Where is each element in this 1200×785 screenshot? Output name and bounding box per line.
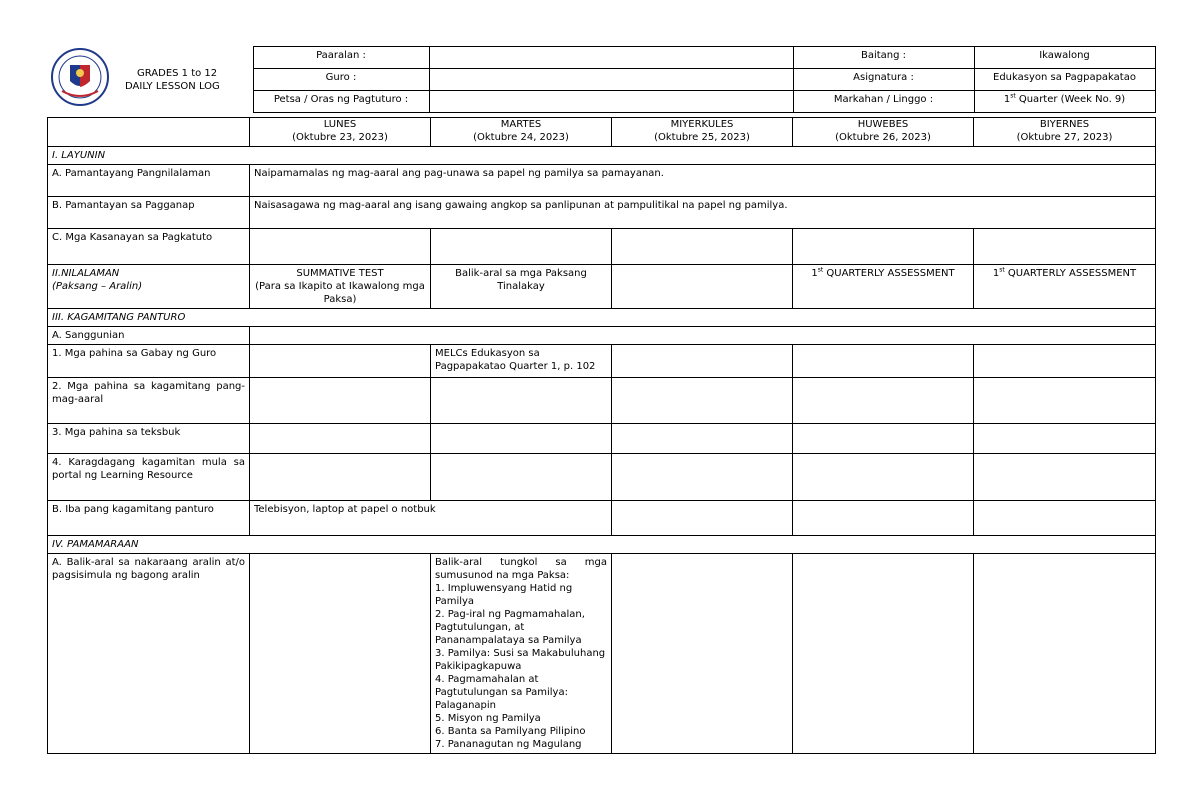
day-header-tuesday <box>431 118 612 147</box>
day-name: MARTES <box>500 119 542 130</box>
quarter-number: 1 <box>1003 94 1011 105</box>
balik-list <box>435 556 607 751</box>
balik-tuesday[interactable] <box>431 554 612 754</box>
competencies-wednesday[interactable] <box>612 229 793 265</box>
karagdagang-friday[interactable] <box>974 454 1156 501</box>
balik-thursday[interactable] <box>793 554 974 754</box>
assessment-text: QUARTERLY ASSESSMENT <box>823 268 955 279</box>
day-name: MIYERKULES <box>670 119 734 130</box>
day-header-friday <box>974 118 1156 147</box>
section-kagamitan: III. KAGAMITANG PANTURO <box>48 309 1156 327</box>
assessment-sup: st <box>999 266 1005 274</box>
karagdagang-wednesday[interactable] <box>612 454 793 501</box>
performance-standard-value[interactable]: Naisasagawa ng mag-aaral ang isang gawaing angkop sa panlipunan at pampulitikal na papel ng pamilya. <box>250 197 1156 229</box>
subject-field[interactable]: Edukasyon sa Pagpapakatao <box>974 69 1155 91</box>
day-name: BIYERNES <box>1039 119 1090 130</box>
teacher-label: Guro : <box>253 69 429 91</box>
nilalaman-wednesday[interactable] <box>612 265 793 309</box>
list-item: 6. Banta sa Pamilyang Pilipino <box>435 726 586 737</box>
nilalaman-title: II.NILALAMAN <box>52 268 120 279</box>
deped-seal-icon <box>50 47 110 107</box>
kagamitang-friday[interactable] <box>974 378 1156 424</box>
day-name: LUNES <box>323 119 357 130</box>
karagdagang-thursday[interactable] <box>793 454 974 501</box>
gabay-tuesday[interactable]: MELCs Edukasyon sa Pagpapakatao Quarter 1, p. 102 <box>431 345 612 378</box>
kagamitang-label: 2. Mga pahina sa kagamitang pang-mag-aaral <box>48 378 250 424</box>
teksbuk-thursday[interactable] <box>793 424 974 454</box>
competencies-label: C. Mga Kasanayan sa Pagkatuto <box>48 229 250 265</box>
iba-value[interactable]: Telebisyon, laptop at papel o notbuk <box>250 501 612 536</box>
kagamitang-wednesday[interactable] <box>612 378 793 424</box>
logo-cell <box>47 47 113 113</box>
grade-label: Baitang : <box>793 47 974 69</box>
gabay-friday[interactable] <box>974 345 1156 378</box>
content-standard-label: A. Pamantayang Pangnilalaman <box>48 165 250 197</box>
karagdagang-tuesday[interactable] <box>431 454 612 501</box>
document-title <box>113 47 253 113</box>
date-label: Petsa / Oras ng Pagtuturo : <box>253 91 429 113</box>
competencies-monday[interactable] <box>250 229 431 265</box>
iba-wednesday[interactable] <box>612 501 793 536</box>
day-header-thursday <box>793 118 974 147</box>
karagdagang-monday[interactable] <box>250 454 431 501</box>
competencies-tuesday[interactable] <box>431 229 612 265</box>
assessment-num: 1 <box>811 268 818 279</box>
iba-friday[interactable] <box>974 501 1156 536</box>
teksbuk-monday[interactable] <box>250 424 431 454</box>
summative-test: SUMMATIVE TEST <box>296 268 384 279</box>
nilalaman-tuesday[interactable]: Balik-aral sa mga Paksang Tinalakay <box>431 265 612 309</box>
lesson-log-table <box>47 117 1156 754</box>
assessment-num: 1 <box>992 268 1000 279</box>
list-item: 4. Pagmamahalan at Pagtutulungan sa Pamilya: Palaganapin <box>435 674 568 711</box>
quarter-suffix: st <box>1010 92 1016 100</box>
karagdagang-label: 4. Karagdagang kagamitan mula sa portal ng Learning Resource <box>48 454 250 501</box>
balik-friday[interactable] <box>974 554 1156 754</box>
day-date: (Oktubre 26, 2023) <box>835 132 931 143</box>
teacher-field[interactable] <box>429 69 793 91</box>
sanggunian-value[interactable] <box>250 327 1156 345</box>
section-pamamaraan: IV. PAMAMARAAN <box>48 536 1156 554</box>
content-standard-value[interactable]: Naipamamalas ng mag-aaral ang pag-unawa sa papel ng pamilya sa pamayanan. <box>250 165 1156 197</box>
nilalaman-subtitle: (Paksang – Aralin) <box>52 281 143 292</box>
balik-monday[interactable] <box>250 554 431 754</box>
summative-note: (Para sa Ikapito at Ikawalong mga Paksa) <box>255 281 425 305</box>
list-item: 7. Pananagutan ng Magulang <box>435 739 582 750</box>
title-dll: DAILY LESSON LOG <box>125 80 220 92</box>
kagamitang-thursday[interactable] <box>793 378 974 424</box>
teksbuk-tuesday[interactable] <box>431 424 612 454</box>
sanggunian-label: A. Sanggunian <box>48 327 250 345</box>
kagamitang-monday[interactable] <box>250 378 431 424</box>
day-date: (Oktubre 27, 2023) <box>1016 132 1113 143</box>
title-grades: GRADES 1 to 12 <box>137 67 218 79</box>
school-field[interactable] <box>429 47 793 69</box>
section-layunin: I. LAYUNIN <box>48 147 1156 165</box>
list-item: 3. Pamilya: Susi sa Makabuluhang Pakikipagkapuwa <box>435 648 606 672</box>
balik-intro: Balik-aral tungkol sa mga sumusunod na mga Paksa: <box>435 557 607 581</box>
kagamitang-tuesday[interactable] <box>431 378 612 424</box>
grade-field[interactable]: Ikawalong <box>974 47 1155 69</box>
day-header-monday <box>250 118 431 147</box>
corner-cell <box>48 118 250 147</box>
iba-thursday[interactable] <box>793 501 974 536</box>
teksbuk-friday[interactable] <box>974 424 1156 454</box>
competencies-thursday[interactable] <box>793 229 974 265</box>
gabay-thursday[interactable] <box>793 345 974 378</box>
balik-wednesday[interactable] <box>612 554 793 754</box>
nilalaman-monday[interactable] <box>250 265 431 309</box>
list-item: 1. Impluwensyang Hatid ng Pamilya <box>435 583 573 607</box>
nilalaman-friday[interactable] <box>974 265 1156 309</box>
nilalaman-thursday[interactable] <box>793 265 974 309</box>
competencies-friday[interactable] <box>974 229 1156 265</box>
day-header-wednesday <box>612 118 793 147</box>
gabay-label: 1. Mga pahina sa Gabay ng Guro <box>48 345 250 378</box>
day-date: (Oktubre 23, 2023) <box>292 132 388 143</box>
teksbuk-label: 3. Mga pahina sa teksbuk <box>48 424 250 454</box>
gabay-wednesday[interactable] <box>612 345 793 378</box>
header-table <box>47 46 1156 113</box>
nilalaman-label <box>48 265 250 309</box>
performance-standard-label: B. Pamantayan sa Pagganap <box>48 197 250 229</box>
teksbuk-wednesday[interactable] <box>612 424 793 454</box>
quarter-field[interactable] <box>974 91 1155 113</box>
day-date: (Oktubre 24, 2023) <box>473 132 569 143</box>
balik-label: A. Balik-aral sa nakaraang aralin at/o pagsisimula ng bagong aralin <box>48 554 250 754</box>
subject-label: Asignatura : <box>793 69 974 91</box>
list-item: 2. Pag-iral ng Pagmamahalan, Pagtutulungan, at Pananampalataya sa Pamilya <box>435 609 585 646</box>
assessment-text: QUARTERLY ASSESSMENT <box>1004 268 1137 279</box>
day-name: HUWEBES <box>857 119 909 130</box>
day-date: (Oktubre 25, 2023) <box>654 132 750 143</box>
gabay-monday[interactable] <box>250 345 431 378</box>
date-field[interactable] <box>429 91 793 113</box>
school-label: Paaralan : <box>253 47 429 69</box>
quarter-label: Markahan / Linggo : <box>793 91 974 113</box>
list-item: 5. Misyon ng Pamilya <box>435 713 541 724</box>
assessment-sup: st <box>817 266 824 274</box>
iba-label: B. Iba pang kagamitang panturo <box>48 501 250 536</box>
quarter-week: Quarter (Week No. 9) <box>1015 94 1126 105</box>
